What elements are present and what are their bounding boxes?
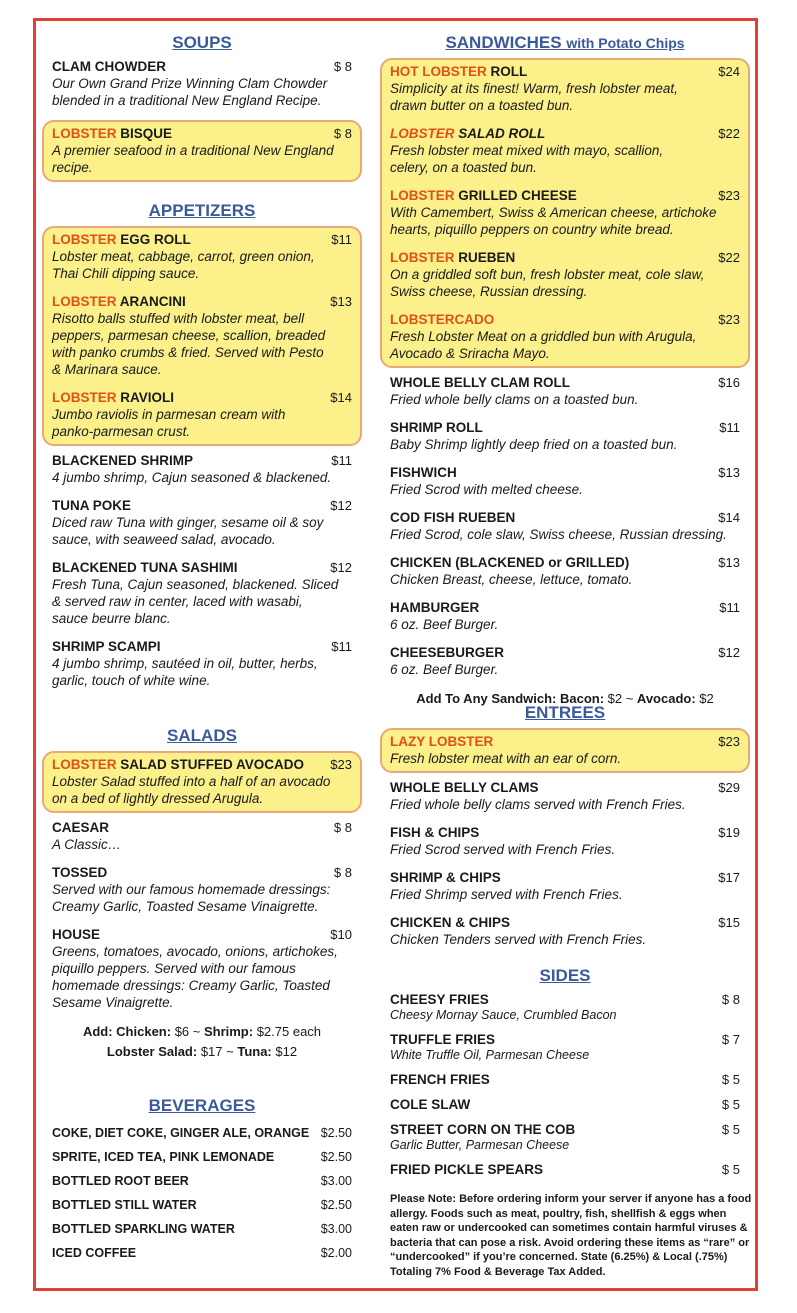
item-name-text: CHEESY FRIES xyxy=(390,992,489,1007)
item-price: $ 8 xyxy=(721,992,740,1007)
item-row xyxy=(390,869,740,886)
menu-item xyxy=(390,1161,740,1178)
highlight-box xyxy=(380,728,750,773)
item-name-text: CHEESEBURGER xyxy=(390,645,505,660)
item-description: Fresh Tuna, Cajun seasoned, blackened. Sliced & served raw in center, laced with wasabi, sauce beurre blanc. xyxy=(52,577,339,626)
item-name-text: STREET CORN ON THE COB xyxy=(390,1122,576,1137)
item-description: Lobster meat, cabbage, carrot, green onion, Thai Chili dipping sauce. xyxy=(52,249,315,281)
item-name xyxy=(52,125,172,142)
add-on-text: $12 xyxy=(275,1044,298,1059)
add-on-text: Add: Chicken: xyxy=(82,1024,175,1039)
section-sides xyxy=(390,965,740,1186)
section-title: SOUPS xyxy=(172,33,232,52)
menu-item xyxy=(390,249,740,300)
item-name-highlight: LAZY xyxy=(390,734,426,749)
menu-item xyxy=(390,914,740,948)
item-name-text: FISH & CHIPS xyxy=(390,825,480,840)
item-name xyxy=(390,779,539,796)
item-price: $12 xyxy=(330,560,352,575)
add-on-line xyxy=(52,1042,352,1062)
beverage-price: $2.50 xyxy=(320,1126,352,1140)
item-row xyxy=(390,1161,740,1178)
item-description: Jumbo raviolis in parmesan cream with panko-parmesan crust. xyxy=(52,407,286,439)
item-price: $12 xyxy=(718,645,740,660)
item-group xyxy=(390,374,740,678)
item-name-text: BLACKENED TUNA SASHIMI xyxy=(52,560,238,575)
section-heading xyxy=(52,1095,352,1119)
section-salads xyxy=(52,725,352,1062)
section-heading xyxy=(390,32,740,56)
menu-item xyxy=(390,644,740,678)
item-name-text: ARANCINI xyxy=(119,294,186,309)
item-price: $14 xyxy=(718,510,740,525)
item-description: A premier seafood in a traditional New England recipe. xyxy=(52,143,334,175)
item-name xyxy=(52,389,174,406)
item-description: Fresh lobster meat with an ear of corn. xyxy=(390,751,622,766)
item-price: $ 5 xyxy=(721,1162,740,1177)
menu-item xyxy=(390,869,740,903)
item-row xyxy=(390,125,740,142)
item-row xyxy=(52,819,352,836)
menu-item xyxy=(52,638,352,689)
item-name-text: SHRIMP & CHIPS xyxy=(390,870,501,885)
item-name-highlight: LOBSTER xyxy=(52,294,117,309)
item-price: $23 xyxy=(718,188,740,203)
beverage-name: BOTTLED ROOT BEER xyxy=(52,1174,189,1188)
menu-item xyxy=(52,756,352,807)
item-price: $12 xyxy=(330,498,352,513)
add-on-text: Lobster Salad: xyxy=(106,1044,201,1059)
item-name xyxy=(52,231,191,248)
item-price: $ 8 xyxy=(333,126,352,141)
section-subtitle: with Potato Chips xyxy=(566,35,685,51)
section-heading xyxy=(52,200,352,224)
item-price: $29 xyxy=(718,780,740,795)
highlight-box xyxy=(42,120,362,182)
item-row xyxy=(52,389,352,406)
item-row xyxy=(390,464,740,481)
menu-item xyxy=(52,819,352,853)
section-heading xyxy=(390,965,740,989)
item-price: $11 xyxy=(331,639,352,654)
item-name-text: TRUFFLE FRIES xyxy=(390,1032,495,1047)
item-name xyxy=(390,1031,495,1048)
menu-item xyxy=(52,864,352,915)
item-description: Chicken Tenders served with French Fries. xyxy=(390,932,647,947)
menu-item xyxy=(52,926,352,1011)
beverage-price: $2.50 xyxy=(320,1150,352,1164)
item-name xyxy=(52,864,107,881)
item-row xyxy=(390,554,740,571)
item-price: $11 xyxy=(719,600,740,615)
section-beverages xyxy=(52,1095,352,1265)
menu-item xyxy=(390,1031,740,1063)
item-name xyxy=(52,559,238,576)
item-name xyxy=(390,63,527,80)
item-name xyxy=(390,644,504,661)
add-on-text: $2.75 each xyxy=(256,1024,322,1039)
item-name-text: GRILLED CHEESE xyxy=(458,188,577,203)
add-on-text: $6 ~ xyxy=(174,1024,204,1039)
item-name-text: BLACKENED SHRIMP xyxy=(52,453,194,468)
section-title: SALADS xyxy=(167,726,237,745)
item-row xyxy=(52,58,352,75)
menu-item xyxy=(52,389,352,440)
add-on-text: Tuna: xyxy=(237,1044,276,1059)
item-name xyxy=(390,1071,490,1088)
beverage-name: BOTTLED STILL WATER xyxy=(52,1198,197,1212)
item-description: 4 jumbo shrimp, Cajun seasoned & blackened. xyxy=(52,470,332,485)
item-row xyxy=(52,926,352,943)
item-description: Our Own Grand Prize Winning Clam Chowder blended in a traditional New England Recipe. xyxy=(52,76,328,108)
item-price: $ 8 xyxy=(333,865,352,880)
item-name xyxy=(390,733,493,750)
item-group xyxy=(52,819,352,1011)
item-price: $ 5 xyxy=(721,1072,740,1087)
item-price: $23 xyxy=(718,734,740,749)
add-on-text: $2 xyxy=(699,691,714,706)
beverage-name: SPRITE, ICED TEA, PINK LEMONADE xyxy=(52,1150,275,1164)
item-name xyxy=(52,452,193,469)
item-row xyxy=(390,1096,740,1113)
item-name-text: HAMBURGER xyxy=(390,600,480,615)
item-row xyxy=(52,864,352,881)
item-name-highlight: LOBSTER xyxy=(52,757,117,772)
right-column xyxy=(390,32,740,1282)
beverage-name: BOTTLED SPARKLING WATER xyxy=(52,1222,235,1236)
item-description: On a griddled soft bun, fresh lobster meat, cole slaw, Swiss cheese, Russian dressing. xyxy=(390,267,705,299)
item-price: $16 xyxy=(718,375,740,390)
item-name xyxy=(52,58,166,75)
item-price: $13 xyxy=(330,294,352,309)
item-row xyxy=(390,779,740,796)
beverage-price: $3.00 xyxy=(320,1174,352,1188)
item-price: $ 8 xyxy=(333,59,352,74)
item-description: 6 oz. Beef Burger. xyxy=(390,662,499,677)
item-name xyxy=(390,464,457,481)
add-on-text: Add To Any Sandwich: Bacon: xyxy=(416,691,608,706)
item-description: Chicken Breast, cheese, lettuce, tomato. xyxy=(390,572,633,587)
item-name-text: WHOLE BELLY CLAM ROLL xyxy=(390,375,570,390)
menu-item xyxy=(52,452,352,486)
item-row xyxy=(52,638,352,655)
item-price: $23 xyxy=(718,312,740,327)
item-name-highlight: LOBSTER xyxy=(52,390,117,405)
allergy-note: Please Note: Before ordering inform your server if anyone has a food allergy. Foods such as meat, poultry, fish, shellfish & eggs when eaten raw or undercooked can sometimes contain harmful viruses & bacteria that can pose a risk. Avoid ordering these items as “rare” or “undercooked” if you’re concerned. State (6.25%) & Local (.75%) Totaling 7% Food & Beverage Tax Added. xyxy=(390,1193,752,1278)
item-description: White Truffle Oil, Parmesan Cheese xyxy=(390,1048,590,1062)
item-row xyxy=(390,733,740,750)
item-row xyxy=(390,509,740,526)
item-name-text: SHRIMP ROLL xyxy=(390,420,483,435)
menu-item xyxy=(390,599,740,633)
item-price: $11 xyxy=(331,232,352,247)
beverage-row xyxy=(52,1217,352,1241)
beverage-row xyxy=(52,1241,352,1265)
beverage-price: $2.00 xyxy=(320,1246,352,1260)
item-price: $15 xyxy=(718,915,740,930)
item-name-highlight: HOT LOBSTER xyxy=(390,64,487,79)
item-name xyxy=(390,187,577,204)
menu-item xyxy=(390,1121,740,1153)
menu-item xyxy=(390,374,740,408)
menu-item xyxy=(390,464,740,498)
item-name-text: CLAM CHOWDER xyxy=(52,59,166,74)
item-name-text: HOUSE xyxy=(52,927,101,942)
item-name xyxy=(52,638,161,655)
menu-item xyxy=(390,991,740,1023)
menu-item xyxy=(52,231,352,282)
menu-item xyxy=(390,419,740,453)
item-name-text: FRIED PICKLE SPEARS xyxy=(390,1162,544,1177)
item-name xyxy=(52,926,100,943)
menu-item xyxy=(52,125,352,176)
beverage-row xyxy=(52,1121,352,1145)
item-row xyxy=(390,1071,740,1088)
section-entrees xyxy=(390,702,740,959)
item-row xyxy=(390,1121,740,1138)
item-description: Fried Scrod with melted cheese. xyxy=(390,482,583,497)
item-row xyxy=(52,293,352,310)
item-row xyxy=(390,374,740,391)
section-appetizers xyxy=(52,200,352,700)
highlight-box xyxy=(42,226,362,446)
beverage-name: COKE, DIET COKE, GINGER ALE, ORANGE xyxy=(52,1126,310,1140)
item-description: Simplicity at its finest! Warm, fresh lobster meat, drawn butter on a toasted bun. xyxy=(390,81,678,113)
item-description: Garlic Butter, Parmesan Cheese xyxy=(390,1138,570,1152)
item-row xyxy=(52,559,352,576)
item-name xyxy=(52,497,131,514)
item-name xyxy=(390,1096,470,1113)
item-row xyxy=(52,497,352,514)
menu-item xyxy=(390,554,740,588)
item-description: 6 oz. Beef Burger. xyxy=(390,617,499,632)
item-price: $23 xyxy=(330,757,352,772)
item-description: Risotto balls stuffed with lobster meat, bell peppers, parmesan cheese, scallion, breaded with panko crumbs & fried. Served with Pesto & Marinara sauce. xyxy=(52,311,326,377)
section-title: SANDWICHES xyxy=(445,33,562,52)
item-row xyxy=(390,644,740,661)
item-name-highlight: LOBSTER xyxy=(52,232,117,247)
item-name xyxy=(390,599,479,616)
highlight-box xyxy=(380,58,750,368)
item-name-text: CHICKEN & CHIPS xyxy=(390,915,511,930)
add-on-text: $2 ~ xyxy=(607,691,637,706)
highlight-box xyxy=(42,751,362,813)
item-name-text: CAESAR xyxy=(52,820,110,835)
item-price: $11 xyxy=(719,420,740,435)
item-name-text: FISHWICH xyxy=(390,465,457,480)
item-name-highlight: LOBSTER xyxy=(390,126,455,141)
menu-item xyxy=(390,187,740,238)
item-row xyxy=(390,1031,740,1048)
item-name-highlight: LOBSTER xyxy=(390,188,455,203)
item-name-highlight: LOBSTER xyxy=(390,250,455,265)
item-name xyxy=(52,756,304,773)
beverage-row xyxy=(52,1193,352,1217)
item-row xyxy=(390,599,740,616)
item-row xyxy=(390,991,740,1008)
item-description: With Camembert, Swiss & American cheese, artichoke hearts, piquillo peppers on country white bread. xyxy=(390,205,717,237)
section-title: SIDES xyxy=(539,966,591,985)
item-name xyxy=(52,293,186,310)
add-on-line xyxy=(52,1022,352,1042)
item-name-text: RAVIOLI xyxy=(120,390,175,405)
item-description: 4 jumbo shrimp, sautéed in oil, butter, herbs, garlic, touch of white wine. xyxy=(52,656,318,688)
section-heading xyxy=(52,32,352,56)
item-row xyxy=(390,249,740,266)
item-description: Fresh Lobster Meat on a griddled bun with Arugula, Avocado & Sriracha Mayo. xyxy=(390,329,697,361)
add-on-text: Avocado: xyxy=(636,691,700,706)
item-name xyxy=(390,249,515,266)
item-price: $24 xyxy=(718,64,740,79)
item-name-text: SALAD STUFFED AVOCADO xyxy=(120,757,305,772)
item-description: Lobster Salad stuffed into a half of an avocado on a bed of lightly dressed Arugula. xyxy=(52,774,331,806)
item-row xyxy=(52,125,352,142)
menu-item xyxy=(52,559,352,627)
item-name-text: SHRIMP SCAMPI xyxy=(52,639,161,654)
item-name-text: SALAD ROLL xyxy=(458,126,546,141)
item-description: Cheesy Mornay Sauce, Crumbled Bacon xyxy=(390,1008,617,1022)
item-description: A Classic… xyxy=(52,837,122,852)
menu-item xyxy=(390,779,740,813)
item-price: $ 5 xyxy=(721,1097,740,1112)
beverage-name: ICED COFFEE xyxy=(52,1246,137,1260)
item-name-highlight: LOBSTER xyxy=(52,126,117,141)
item-name-text: FRENCH FRIES xyxy=(390,1072,490,1087)
item-group xyxy=(390,779,740,948)
beverage-price: $3.00 xyxy=(320,1222,352,1236)
item-price: $14 xyxy=(330,390,352,405)
item-description: Baby Shrimp lightly deep fried on a toasted bun. xyxy=(390,437,678,452)
menu-item xyxy=(390,733,740,767)
item-group xyxy=(390,991,740,1178)
item-row xyxy=(52,452,352,469)
item-price: $10 xyxy=(330,927,352,942)
item-row xyxy=(390,914,740,931)
item-row xyxy=(52,756,352,773)
item-description: Diced raw Tuna with ginger, sesame oil & soy sauce, with seaweed salad, avocado. xyxy=(52,515,324,547)
item-price: $19 xyxy=(718,825,740,840)
item-row xyxy=(390,187,740,204)
item-name xyxy=(52,819,109,836)
item-description: Fried whole belly clams served with French Fries. xyxy=(390,797,686,812)
item-description: Fried Scrod, cole slaw, Swiss cheese, Russian dressing. xyxy=(390,527,727,542)
item-name xyxy=(390,1121,575,1138)
section-title: APPETIZERS xyxy=(148,201,256,220)
add-on-text: $17 ~ xyxy=(200,1044,238,1059)
item-name xyxy=(390,419,483,436)
item-name xyxy=(390,1161,543,1178)
item-price: $13 xyxy=(718,465,740,480)
item-price: $ 8 xyxy=(333,820,352,835)
item-name-text: COD FISH RUEBEN xyxy=(390,510,516,525)
item-price: $22 xyxy=(718,126,740,141)
item-name-text: WHOLE BELLY CLAMS xyxy=(390,780,539,795)
item-name-text: TUNA POKE xyxy=(52,498,132,513)
section-heading xyxy=(52,725,352,749)
item-name-highlight: LOBSTERCADO xyxy=(390,312,495,327)
section-title: ENTREES xyxy=(524,703,606,722)
item-name xyxy=(390,824,479,841)
item-name xyxy=(390,311,494,328)
item-name-text: ROLL xyxy=(490,64,528,79)
item-row xyxy=(390,311,740,328)
section-heading xyxy=(390,702,740,726)
add-on-text: Shrimp: xyxy=(203,1024,257,1039)
menu-item xyxy=(390,311,740,362)
menu-item xyxy=(390,509,740,543)
item-price: $17 xyxy=(718,870,740,885)
menu-item xyxy=(52,293,352,378)
item-description: Served with our famous homemade dressings: Creamy Garlic, Toasted Sesame Vinaigrette. xyxy=(52,882,331,914)
item-name xyxy=(390,509,515,526)
item-description: Fried Shrimp served with French Fries. xyxy=(390,887,623,902)
item-price: $ 7 xyxy=(721,1032,740,1047)
item-name-text: COLE SLAW xyxy=(390,1097,471,1112)
menu-item xyxy=(390,824,740,858)
item-row xyxy=(390,419,740,436)
menu-item xyxy=(390,63,740,114)
item-name xyxy=(390,125,545,142)
item-description: Fresh lobster meat mixed with mayo, scallion, celery, on a toasted bun. xyxy=(390,143,664,175)
section-title: BEVERAGES xyxy=(148,1096,256,1115)
item-name xyxy=(390,914,510,931)
beverage-row xyxy=(52,1145,352,1169)
item-name-text: TOSSED xyxy=(52,865,108,880)
item-name-text: BISQUE xyxy=(120,126,173,141)
beverage-price: $2.50 xyxy=(320,1198,352,1212)
item-price: $13 xyxy=(718,555,740,570)
menu-item xyxy=(52,58,352,109)
menu-item xyxy=(390,1071,740,1088)
item-name xyxy=(390,869,501,886)
item-description: Fried Scrod served with French Fries. xyxy=(390,842,616,857)
item-price: $22 xyxy=(718,250,740,265)
menu-item xyxy=(390,1096,740,1113)
item-description: Fried whole belly clams on a toasted bun. xyxy=(390,392,639,407)
menu-item xyxy=(52,497,352,548)
item-name xyxy=(390,374,570,391)
item-description: Greens, tomatoes, avocado, onions, artichokes, piquillo peppers. Served with our famous homemade dressings: Creamy Garlic, Toasted Sesame Vinaigrette. xyxy=(52,944,338,1010)
item-row xyxy=(390,824,740,841)
item-row xyxy=(390,63,740,80)
item-name-text: LOBSTER xyxy=(428,734,494,749)
item-name-text: EGG ROLL xyxy=(120,232,191,247)
section-sandwiches xyxy=(390,32,740,709)
item-row xyxy=(52,231,352,248)
item-price: $11 xyxy=(331,453,352,468)
beverage-row xyxy=(52,1169,352,1193)
item-name-text: CHICKEN (BLACKENED or GRILLED) xyxy=(390,555,630,570)
item-name xyxy=(390,554,629,571)
item-name xyxy=(390,991,489,1008)
item-group xyxy=(52,58,352,109)
item-name-text: RUEBEN xyxy=(458,250,516,265)
left-column xyxy=(52,32,352,1282)
item-group xyxy=(52,452,352,689)
section-soups xyxy=(52,32,352,188)
menu-item xyxy=(390,125,740,176)
item-price: $ 5 xyxy=(721,1122,740,1137)
